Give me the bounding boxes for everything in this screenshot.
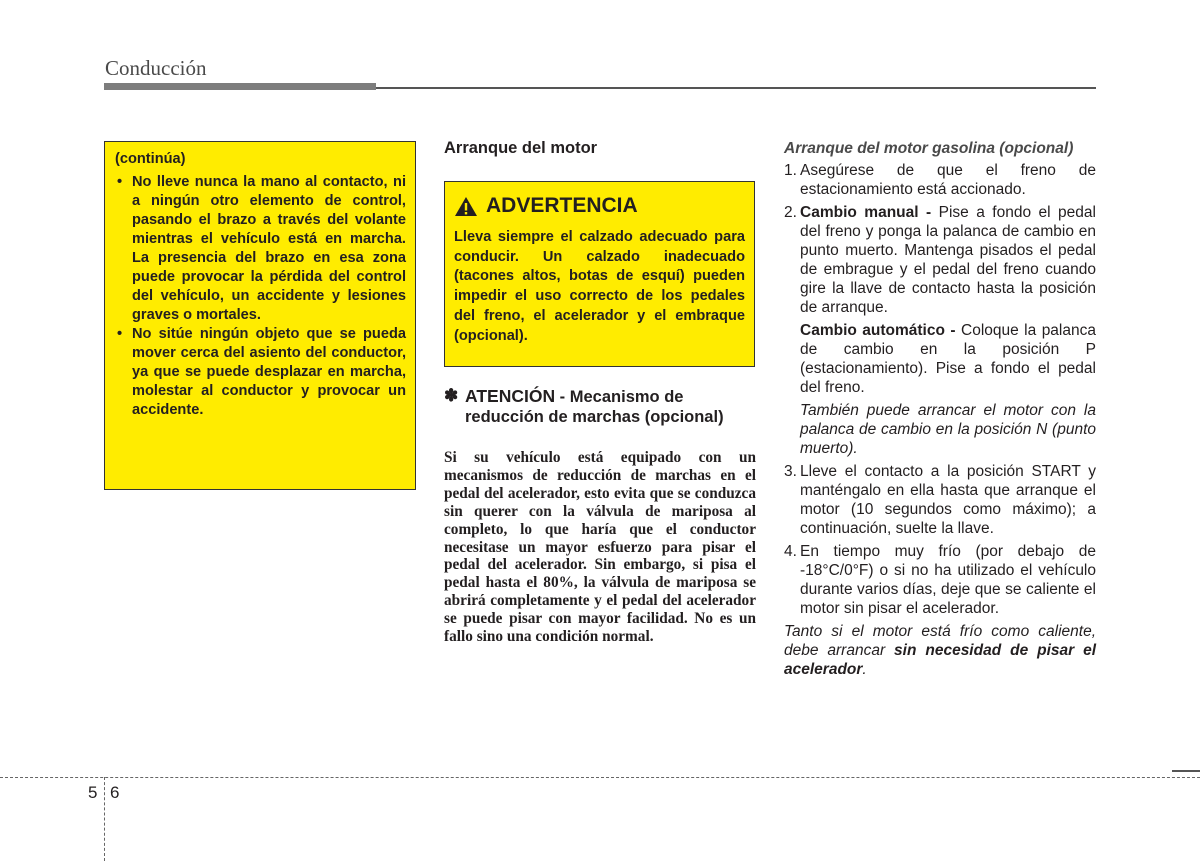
continued-bullet-item: • No lleve nunca la mano al contacto, ni a ningún otro elemento de control, pasando el brazo a través del volante mientras el vehículo está en marcha. La presencia del brazo en esa zona puede provocar la pérdida del control del vehículo, un accidente y lesiones graves o mortales.: [115, 173, 406, 325]
header-rule-thick: [104, 83, 376, 90]
gasoline-start-column: [784, 139, 1096, 679]
caution-title: - Mecanismo de reducción de marchas (opcional): [465, 388, 724, 426]
manual-label: Cambio manual -: [800, 203, 932, 221]
neutral-note: También puede arrancar el motor con la palanca de cambio en la posición N (punto muerto).: [800, 401, 1096, 457]
page-header-title: Conducción: [105, 56, 207, 80]
footer-dashed-rule: [0, 777, 1200, 778]
section-heading: Arranque del motor: [444, 139, 598, 157]
step-4: [784, 542, 1096, 618]
warning-body: Lleva siempre el calzado adecuado para conducir. Un calzado inadecuado (tacones altos, botas de esquí) pueden impedir el uso correcto de los pedales del freno, el acelerador y el embraque (opcional).: [454, 229, 745, 344]
warning-triangle-icon: [454, 196, 478, 217]
step-number: 3.: [784, 462, 797, 480]
caution-body: Si su vehículo está equipado con un mecanismos de reducción de marchas en el pedal del acelerador, esto evita que se conduzca sin querer con la válvula de mariposa al completo, lo que haría que el conductor necesitase un mayor esfuerzo para pisar el pedal del acelerador. Sin embargo, si pisa el pedal hasta el 80%, la válvula de mariposa se abrirá completamente y el pedal del acelerador se puede pisar con mayor facilidad. No es un fallo sino una condición normal.: [444, 449, 756, 646]
step-3: [784, 462, 1096, 538]
closing-note: [784, 622, 1096, 679]
automatic-paragraph: [800, 321, 1096, 397]
continued-warning-box: [104, 141, 416, 490]
continued-bullet-list: [115, 173, 406, 420]
manual-text: Pise a fondo el pedal del freno y ponga la palanca de cambio en punto muerto. Mantenga pisados el pedal de embrague y el pedal del freno cuando gire la llave de contacto hasta la posición de arranque.: [800, 203, 1096, 316]
caution-heading: [444, 386, 756, 427]
warning-title-row: [454, 194, 745, 218]
closing-end: .: [862, 660, 867, 678]
step-number: 1.: [784, 161, 797, 179]
caution-label: ATENCIÓN: [465, 386, 556, 406]
step-text: [800, 203, 1096, 317]
header-rule-thin: [376, 87, 1096, 89]
closing-emphasis: sin necesidad de pisar el acelerador: [784, 641, 1097, 678]
footer-dashed-divider: [104, 777, 105, 861]
caution-star-icon: ✽: [444, 386, 459, 405]
warning-title: ADVERTENCIA: [486, 194, 638, 217]
footer-tick-mark: [1172, 770, 1200, 772]
gasoline-heading: Arranque del motor gasolina (opcional): [784, 140, 1074, 157]
chapter-number: 5: [88, 783, 98, 802]
step-number: 4.: [784, 542, 797, 560]
step-text: Asegúrese de que el freno de estacionamiento está accionado.: [800, 161, 1096, 198]
page-number: 6: [110, 783, 120, 802]
warning-box: [444, 181, 755, 367]
step-1: [784, 161, 1096, 199]
continued-label: (continúa): [115, 151, 186, 167]
automatic-label: Cambio automático -: [800, 321, 956, 339]
step-number: 2.: [784, 203, 797, 221]
step-text: Lleve el contacto a la posición START y manténgalo en ella hasta que arranque el motor (10 segundos como máximo); a continuación, suelte la llave.: [800, 462, 1096, 537]
continued-bullet-item: • No sitúe ningún objeto que se pueda mover cerca del asiento del conductor, ya que se puede desplazar en marcha, molestar al conductor y provocar un accidente.: [115, 325, 406, 420]
step-text: En tiempo muy frío (por debajo de -18°C/0°F) o si no ha utilizado el vehículo durante varios días, deje que se caliente el motor sin pisar el acelerador.: [800, 542, 1096, 617]
closing-text: Tanto si el motor está frío como caliente, debe arrancar: [784, 622, 1096, 659]
automatic-text: Coloque la palanca de cambio en la posición P (estacionamiento). Pise a fondo el pedal del freno.: [800, 321, 1096, 396]
step-2: [784, 203, 1096, 317]
